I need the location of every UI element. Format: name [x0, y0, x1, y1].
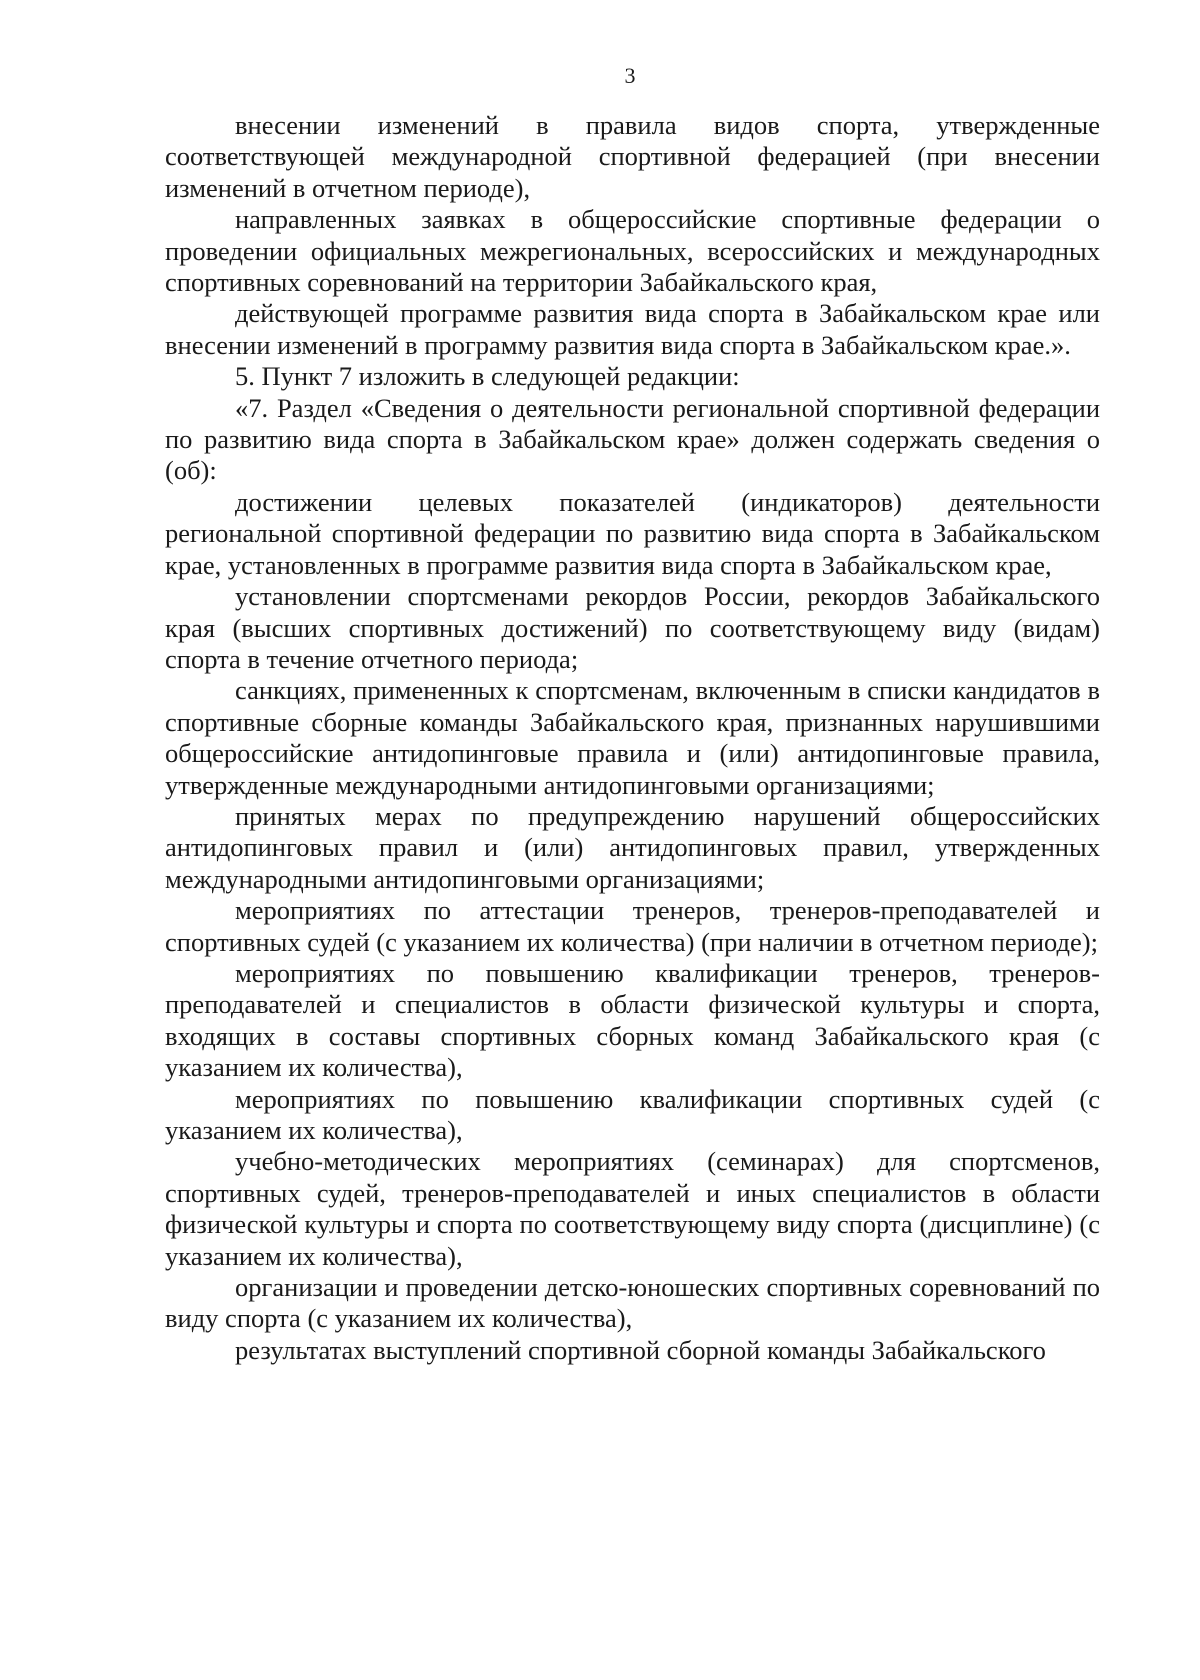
document-body — [165, 110, 1100, 1366]
paragraph-judge-qualification: мероприятиях по повышению квалификации спортивных судей (с указанием их количества), — [165, 1083, 1100, 1145]
page-number: 3 — [624, 63, 636, 88]
paragraph-target-indicators: достижении целевых показателей (индикаторов) деятельности региональной спортивной федерации по развитию вида спорта в Забайкальском крае, установленных в программе развития вида спорта в Забайкальском крае, — [165, 486, 1100, 580]
paragraph-team-results: результатах выступлений спортивной сборной команды Забайкальского — [235, 1334, 1046, 1365]
paragraph-records: установлении спортсменами рекордов России, рекордов Забайкальского края (высших спортивных достижений) по соответствующему виду (видам) спорта в течение отчетного периода; — [165, 581, 1100, 674]
paragraph-competition-applications: направленных заявках в общероссийские спортивные федерации о проведении официальных межрегиональных, всероссийских и международных спортивных соревнований на территории Забайкальского края, — [165, 204, 1100, 298]
paragraph-antidoping-measures: принятых мерах по предупреждению нарушений общероссийских антидопинговых правил и (или) антидопинговых правил, утвержденных международными антидопинговыми организациями; — [165, 800, 1100, 894]
paragraph-rule-changes: внесении изменений в правила видов спорта, утвержденные соответствующей международной спортивной федерацией (при внесении изменений в отчетном периоде), — [165, 110, 1100, 203]
paragraph-item-5: 5. Пункт 7 изложить в следующей редакции: — [235, 361, 740, 392]
paragraph-attestation: мероприятиях по аттестации тренеров, тренеров-преподавателей и спортивных судей (с указанием их количества) (при наличии в отчетном периоде); — [165, 895, 1100, 957]
paragraph-youth-competitions: организации и проведении детско-юношеских спортивных соревнований по виду спорта (с указанием их количества), — [165, 1272, 1100, 1334]
paragraph-development-program: действующей программе развития вида спорта в Забайкальском крае или внесении изменений в программу развития вида спорта в Забайкальском крае.». — [165, 298, 1100, 360]
paragraph-sanctions: санкциях, примененных к спортсменам, включенным в списки кандидатов в спортивные сборные команды Забайкальского края, признанных нарушившими общероссийские антидопинговые правила и (или) антидопинговые правила, утвержденные международными антидопинговыми организациями; — [165, 675, 1100, 800]
paragraph-seminars: учебно-методических мероприятиях (семинарах) для спортсменов, спортивных судей, тренеров-преподавателей и иных специалистов в области физической культуры и спорта по соответствующему виду спорта (дисциплине) (с указанием их количества), — [165, 1146, 1100, 1271]
paragraph-coach-qualification: мероприятиях по повышению квалификации тренеров, тренеров-преподавателей и специалистов в области физической культуры и спорта, входящих в составы спортивных сборных команд Забайкальского края (с указанием их количества), — [165, 957, 1100, 1083]
paragraph-section-7: «7. Раздел «Сведения о деятельности региональной спортивной федерации по развитию вида спорта в Забайкальском крае» должен содержать сведения о (об): — [165, 392, 1100, 486]
